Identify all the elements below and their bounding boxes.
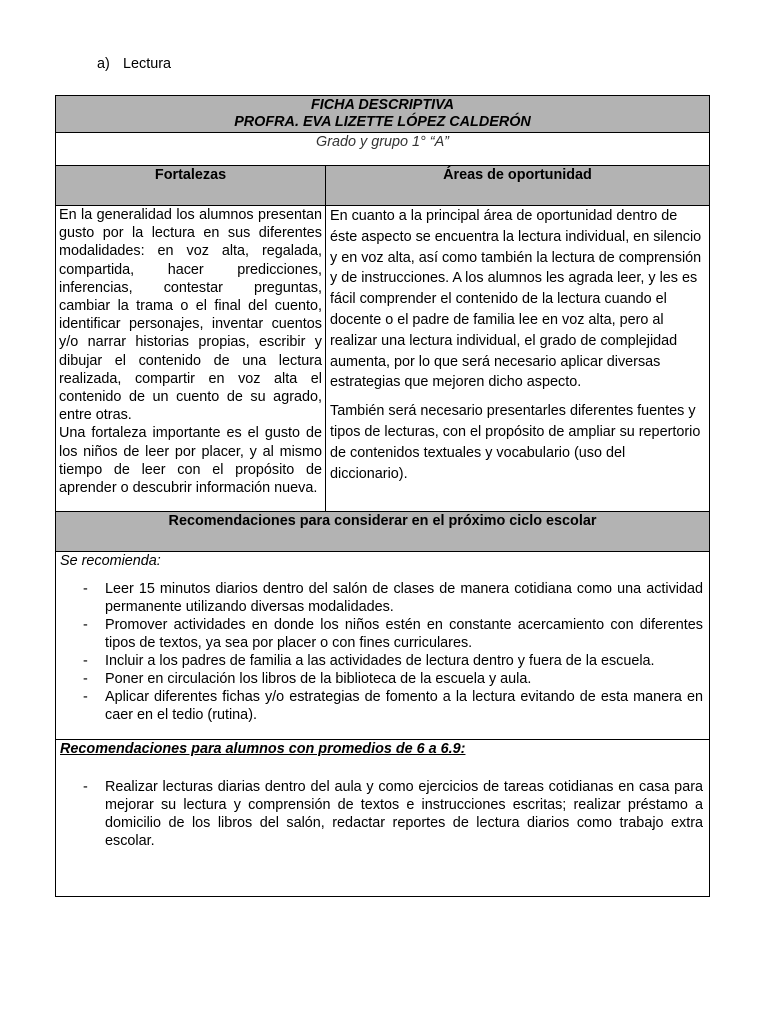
ficha-header [56, 96, 709, 133]
ficha-title: FICHA DESCRIPTIVA [310, 97, 455, 113]
recommendations-heading: Recomendaciones para considerar en el próximo ciclo escolar [56, 512, 709, 552]
oportunidad-paragraph: En cuanto a la principal área de oportunidad dentro de éste aspecto se encuentra la lectura individual, en silencio y en voz alta, así como también la lectura de comprensión y de instrucciones. A los alumnos les agrada leer, y les es fácil comprender el contenido de la lectura cuando el docente o el padre de familia lee en voz alta, pero al realizar una lectura individual, el grado de complejidad aumenta, por lo que será necesario aplicar diversas estrategias que mejoren dicho aspecto. [330, 208, 702, 391]
section-label [97, 54, 171, 74]
column-headers [56, 166, 709, 206]
grado-grupo: Grado y grupo 1° “A” [56, 133, 709, 166]
fortalezas-paragraph: En la generalidad los alumnos presentan gusto por la lectura en sus diferentes modalidades: en voz alta, regalada, compartida, hacer predicciones, inferencias, contestar preguntas, cambiar la trama o el final del cuento, identificar personajes, inventar cuentos y/o narrar historias propias, escribir y dibujar el contenido de una lectura realizada, compartir en voz alta el contenido de un cuento de su agrado, entre otras. [59, 207, 322, 424]
low-average-list [60, 778, 705, 850]
recommendations-body [56, 552, 709, 740]
recommendations-list [60, 580, 705, 724]
list-item: - Realizar lecturas diarias dentro del aula y como ejercicios de tareas cotidianas en casa para mejorar su lectura y comprensión de textos e instrucciones escritas; realizar préstamo a domicilio de los libros del salón, redactar reportes de lectura diarios como trabajo extra escolar. [105, 778, 705, 850]
teacher-name: PROFRA. EVA LIZETTE LÓPEZ CALDERÓN [234, 114, 531, 130]
list-item: - Poner en circulación los libros de la biblioteca de la escuela y aula. [105, 670, 705, 688]
fortalezas-cell [56, 206, 326, 511]
low-average-title: Recomendaciones para alumnos con promedios de 6 a 6.9: [60, 741, 466, 757]
list-item: - Incluir a los padres de familia a las actividades de lectura dentro y fuera de la escuela. [105, 652, 705, 670]
list-item: - Aplicar diferentes fichas y/o estrategias de fomento a la lectura evitando de esta manera en caer en el tedio (rutina). [105, 688, 705, 724]
recommendations-intro: Se recomienda: [60, 553, 161, 569]
ficha-table [55, 95, 710, 897]
fortalezas-paragraph: Una fortaleza importante es el gusto de los niños de leer por placer, y al mismo tiempo de leer con el propósito de aprender o descubrir información nueva. [59, 425, 322, 497]
section-letter: a) [97, 56, 110, 72]
oportunidad-cell [326, 206, 709, 511]
oportunidad-paragraph: También será necesario presentarles diferentes fuentes y tipos de lecturas, con el propósito de ampliar su repertorio de contenidos textuales y vocabulario (uso del diccionario). [330, 403, 701, 482]
low-average-section [56, 740, 709, 896]
fortalezas-heading: Fortalezas [56, 166, 326, 205]
list-item: - Promover actividades en donde los niños estén en constante acercamiento con diferentes tipos de textos, ya sea por placer o con fines curriculares. [105, 616, 705, 652]
columns-body [56, 206, 709, 512]
oportunidad-heading: Áreas de oportunidad [443, 167, 592, 183]
list-item: - Leer 15 minutos diarios dentro del salón de clases de manera cotidiana como una actividad permanente utilizando diversas modalidades. [105, 580, 705, 616]
section-title: Lectura [123, 56, 171, 72]
